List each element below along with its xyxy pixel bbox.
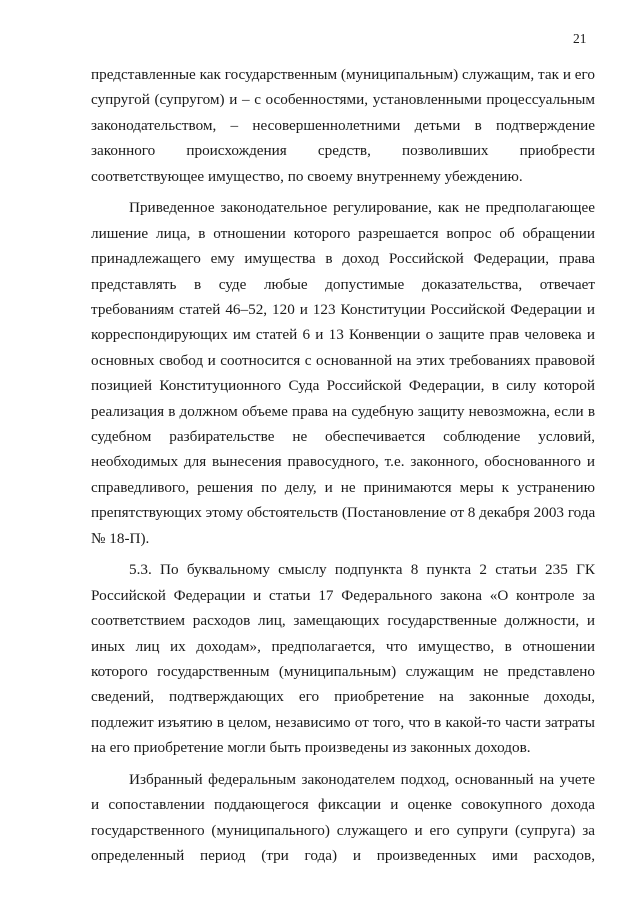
paragraph (91, 195, 595, 550)
text-line: судебном разбирательстве не обеспечивается соблюдение условий, (91, 427, 595, 445)
text-line: лишение лица, в отношении которого разрешается вопрос об обращении (91, 224, 595, 242)
text-line: сведений, подтверждающих его приобретение на законные доходы, (91, 688, 595, 706)
text-line: № 18-П). (91, 529, 150, 547)
text-line: основных свобод и соотносится с основанной на этих требованиях правовой (91, 351, 595, 369)
text-line: Российской Федерации и статьи 17 Федерального закона «О контроле за (91, 586, 595, 604)
text-line: представлять в суде любые допустимые доказательства, отвечает (91, 275, 595, 293)
paragraph (91, 62, 595, 189)
text-line: реализация в должном объеме права на судебную защиту невозможна, если в (91, 402, 595, 420)
text-line: подлежит изъятию в целом, независимо от того, что в какой-то части затраты (91, 713, 595, 731)
text-line: требованиям статей 46–52, 120 и 123 Конституции Российской Федерации и (91, 301, 595, 319)
text-line: иных лиц их доходам», предполагается, что имущество, в отношении (91, 637, 595, 655)
document-body (91, 62, 595, 869)
paragraph (91, 557, 595, 760)
text-line: и сопоставлении поддающегося фиксации и оценке совокупного дохода (91, 796, 595, 814)
page-number: 21 (573, 31, 587, 46)
text-line: Избранный федеральным законодателем подход, основанный на учете (129, 771, 595, 789)
text-line: необходимых для вынесения правосудного, т.е. законного, обоснованного и (91, 453, 595, 471)
text-line: на его приобретение могли быть произведены из законных доходов. (91, 739, 531, 757)
text-line: законодательством, – несовершеннолетними детьми в подтверждение (91, 116, 595, 134)
text-line: 5.3. По буквальному смыслу подпункта 8 пункта 2 статьи 235 ГК (129, 561, 595, 579)
paragraph (91, 767, 595, 869)
text-line: супругой (супругом) и – с особенностями, установленными процессуальным (91, 91, 595, 109)
text-line: корреспондирующих им статей 6 и 13 Конвенции о защите прав человека и (91, 326, 595, 344)
text-line: определенный период (три года) и произведенных ими расходов, (91, 847, 595, 865)
text-line: принадлежащего ему имущества в доход Российской Федерации, права (91, 250, 595, 268)
text-line: соответствием расходов лиц, замещающих государственные должности, и (91, 612, 595, 630)
text-line: справедливого, решения по делу, и не принимаются меры к устранению (91, 478, 595, 496)
text-line: позицией Конституционного Суда Российской Федерации, в силу которой (91, 377, 595, 395)
text-line: соответствующее имущество, по своему внутреннему убеждению. (91, 167, 523, 185)
text-line: государственного (муниципального) служащего и его супруги (супруга) за (91, 821, 595, 839)
text-line: которого государственным (муниципальным) служащим не представлено (91, 662, 595, 680)
text-line: препятствующих этому обстоятельств (Постановление от 8 декабря 2003 года (91, 504, 596, 522)
text-line: законного происхождения средств, позволивших приобрести (91, 142, 595, 160)
text-line: Приведенное законодательное регулирование, как не предполагающее (129, 199, 595, 217)
text-line: представленные как государственным (муниципальным) служащим, так и его (91, 66, 595, 83)
